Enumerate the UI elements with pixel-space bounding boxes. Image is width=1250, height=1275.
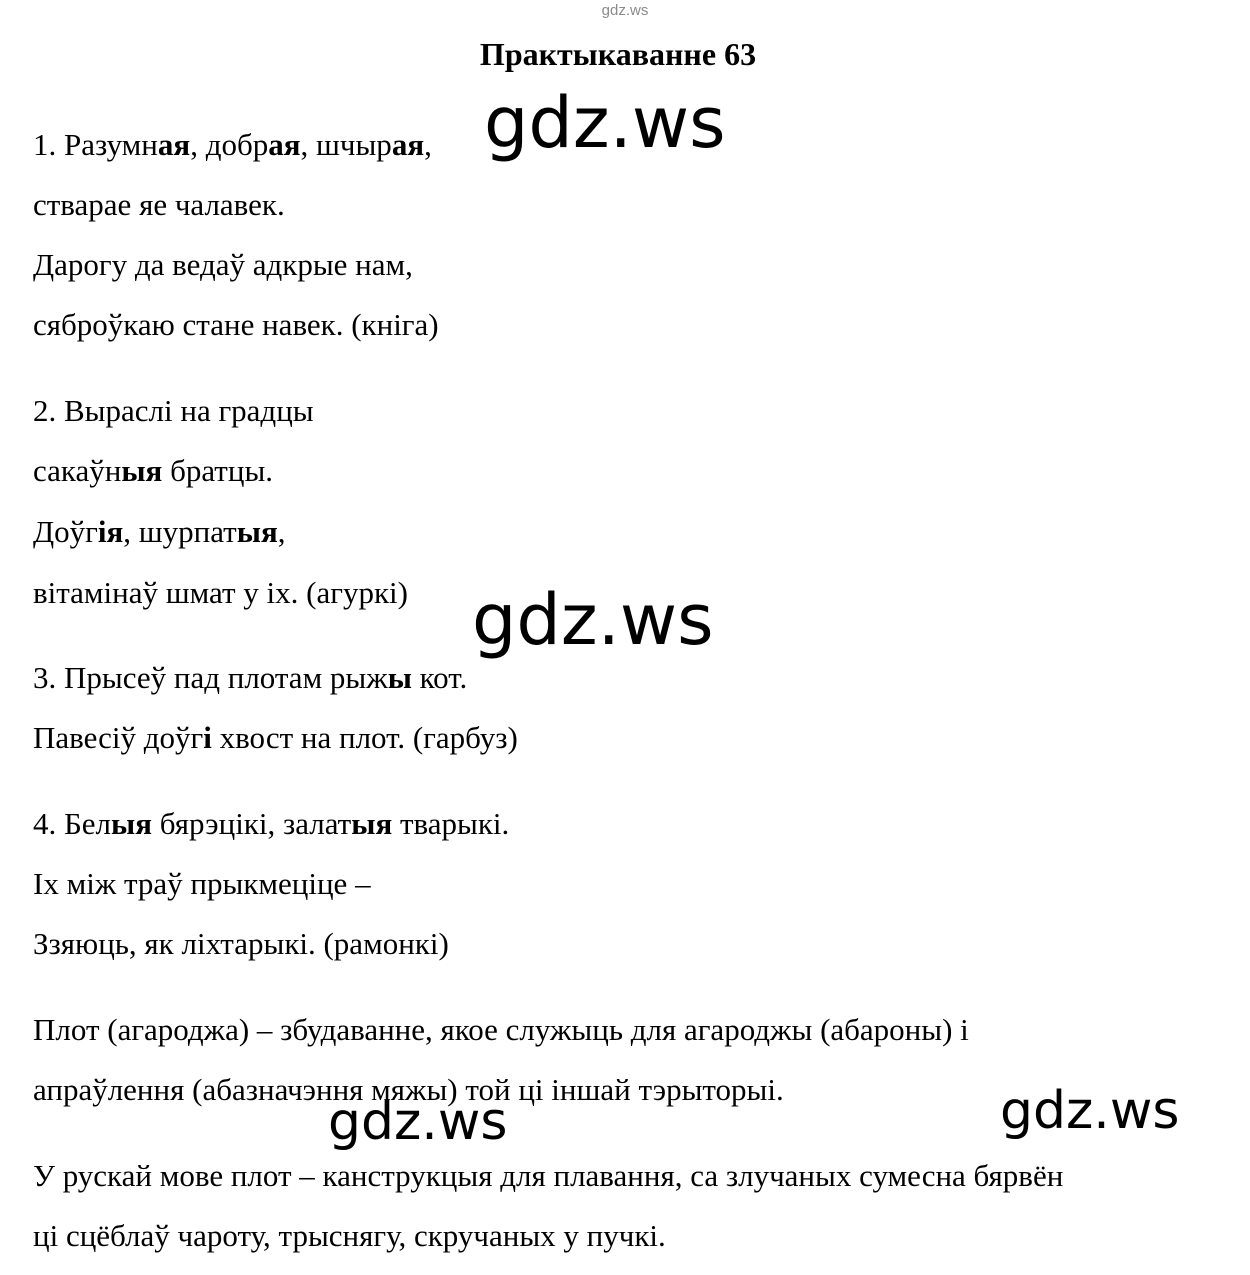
watermark-logo: gdz.ws (484, 82, 726, 164)
explanation-line: ці сцёблаў чароту, трыснягу, скручаных у пучкі. (33, 1218, 666, 1253)
riddle-line (33, 514, 285, 550)
bold-ending: ая (157, 127, 191, 162)
riddle-line (33, 127, 432, 163)
text-fragment: Іх між траў прыкмеціце – (33, 866, 371, 901)
text-fragment: , добр (190, 127, 269, 162)
bold-ending: ыя (351, 806, 393, 841)
text-fragment: Дарогу да ведаў адкрые нам, (33, 247, 413, 282)
text-fragment: бярэцікі, залат (152, 806, 352, 841)
text-fragment: Павесіў доўг (33, 720, 204, 755)
text-fragment: , шурпат (123, 514, 237, 549)
text-fragment: хвост на плот. (гарбуз) (211, 720, 518, 755)
bold-ending: ыя (236, 514, 278, 549)
text-fragment: тварыкі. (392, 806, 510, 841)
bold-ending: і (203, 720, 212, 755)
text-fragment: вітамінаў шмат у іх. (агуркі) (33, 575, 408, 610)
bold-ending: ыя (121, 453, 163, 488)
explanation-line: Плот (агароджа) – збудаванне, якое служыць для агароджы (абароны) і (33, 1012, 969, 1047)
bold-ending: ыя (111, 806, 153, 841)
text-fragment: , шчыр (300, 127, 392, 162)
text-fragment: 1. Разумн (33, 127, 158, 162)
riddle-line (33, 393, 314, 429)
watermark-logo: gdz.ws (472, 579, 714, 661)
bold-ending: ія (97, 514, 124, 549)
riddle-line (33, 453, 273, 489)
text-fragment: Ззяюць, як ліхтарыкі. (рамонкі) (33, 926, 449, 961)
text-fragment: Доўг (33, 514, 98, 549)
top-watermark: gdz.ws (601, 2, 649, 19)
bold-ending: ая (391, 127, 425, 162)
riddle-line (33, 307, 439, 343)
text-fragment: , (277, 514, 286, 549)
page-title: Практыкаванне 63 (479, 36, 757, 72)
text-fragment: стварае яе чалавек. (33, 187, 285, 222)
text-fragment: братцы. (162, 453, 274, 488)
riddle-line (33, 575, 408, 611)
riddle-line (33, 660, 467, 696)
explanation-line: У рускай мове плот – канструкцыя для плавання, са злучаных сумесна бярвён (33, 1158, 1064, 1193)
text-fragment: 3. Прысеў пад плотам рыж (33, 660, 388, 695)
watermark-logo: gdz.ws (328, 1092, 508, 1152)
riddle-line (33, 806, 509, 842)
text-fragment: 2. Выраслі на градцы (33, 393, 314, 428)
riddle-line (33, 247, 413, 283)
text-fragment: сяброўкаю стане навек. (кніга) (33, 307, 439, 342)
bold-ending: ая (268, 127, 301, 162)
text-fragment: 4. Бел (33, 806, 112, 841)
riddle-line (33, 187, 285, 223)
text-fragment: сакаўн (33, 453, 122, 488)
riddle-line (33, 866, 371, 902)
text-fragment: , (424, 127, 432, 162)
riddle-line (33, 720, 518, 756)
bold-ending: ы (387, 660, 412, 695)
riddle-line (33, 926, 449, 962)
text-fragment: кот. (411, 660, 468, 695)
explanation-line: апраўлення (абазначэння мяжы) той ці іншай тэрыторыі. (33, 1072, 784, 1107)
watermark-logo: gdz.ws (1000, 1081, 1180, 1141)
